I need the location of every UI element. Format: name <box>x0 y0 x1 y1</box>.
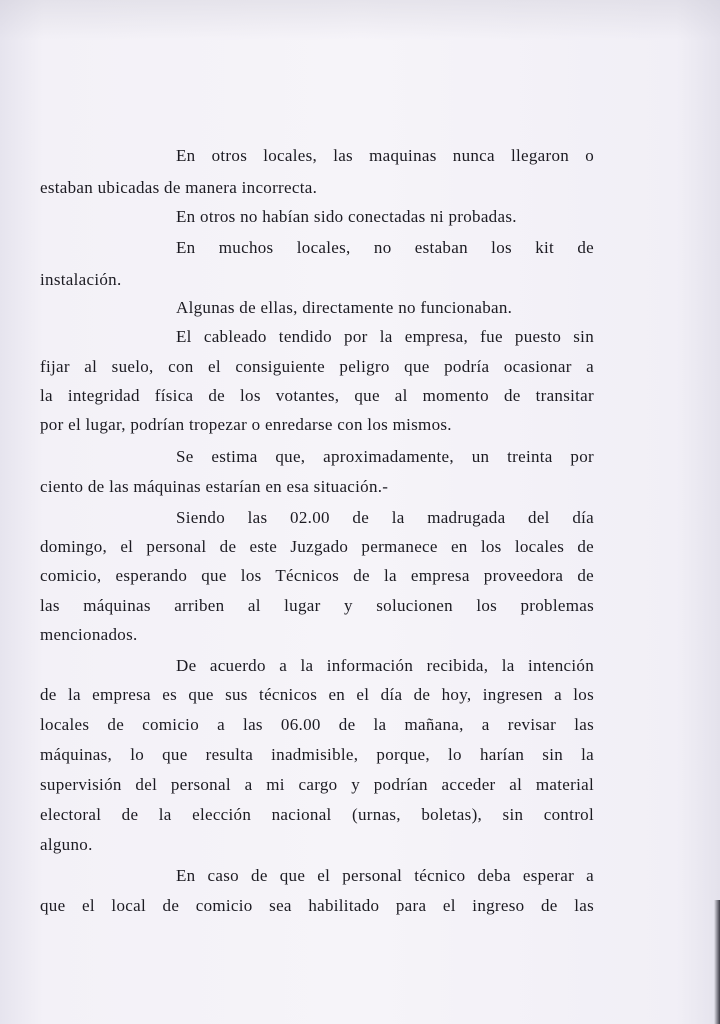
text-line: máquinas, lo que resulta inadmisible, porque, lo harían sin la <box>40 745 594 764</box>
text-line: Algunas de ellas, directamente no funcionaban. <box>176 298 513 317</box>
text-line: alguno. <box>40 835 93 854</box>
text-line: De acuerdo a la información recibida, la intención <box>176 656 594 675</box>
text-line: de la empresa es que sus técnicos en el día de hoy, ingresen a los <box>40 685 594 704</box>
text-line: locales de comicio a las 06.00 de la mañana, a revisar las <box>40 715 594 734</box>
text-line: mencionados. <box>40 625 138 644</box>
text-line: las máquinas arriben al lugar y solucionen los problemas <box>40 596 594 615</box>
text-line: Se estima que, aproximadamente, un treinta por <box>176 447 594 466</box>
text-line: supervisión del personal a mi cargo y podrían acceder al material <box>40 775 594 794</box>
text-line: la integridad física de los votantes, que al momento de transitar <box>40 386 594 405</box>
text-line: domingo, el personal de este Juzgado permanece en los locales de <box>40 537 594 556</box>
text-line: estaban ubicadas de manera incorrecta. <box>40 178 318 197</box>
text-line: En otros locales, las maquinas nunca llegaron o <box>176 146 594 165</box>
text-line: El cableado tendido por la empresa, fue puesto sin <box>176 327 594 346</box>
text-line: por el lugar, podrían tropezar o enredarse con los mismos. <box>40 415 452 434</box>
text-line: En muchos locales, no estaban los kit de <box>176 238 594 257</box>
text-line: Siendo las 02.00 de la madrugada del día <box>176 508 594 527</box>
text-line: ciento de las máquinas estarían en esa situación.- <box>40 477 389 496</box>
text-line: instalación. <box>40 270 122 289</box>
text-line: electoral de la elección nacional (urnas, boletas), sin control <box>40 805 594 824</box>
page-top-shadow <box>0 0 720 40</box>
text-line: comicio, esperando que los Técnicos de la empresa proveedora de <box>40 566 594 585</box>
text-line: fijar al suelo, con el consiguiente peligro que podría ocasionar a <box>40 357 594 376</box>
text-line: En otros no habían sido conectadas ni probadas. <box>176 207 517 226</box>
text-line: En caso de que el personal técnico deba esperar a <box>176 866 594 885</box>
text-line: que el local de comicio sea habilitado para el ingreso de las <box>40 896 594 915</box>
page-edge-shadow <box>714 900 720 1024</box>
